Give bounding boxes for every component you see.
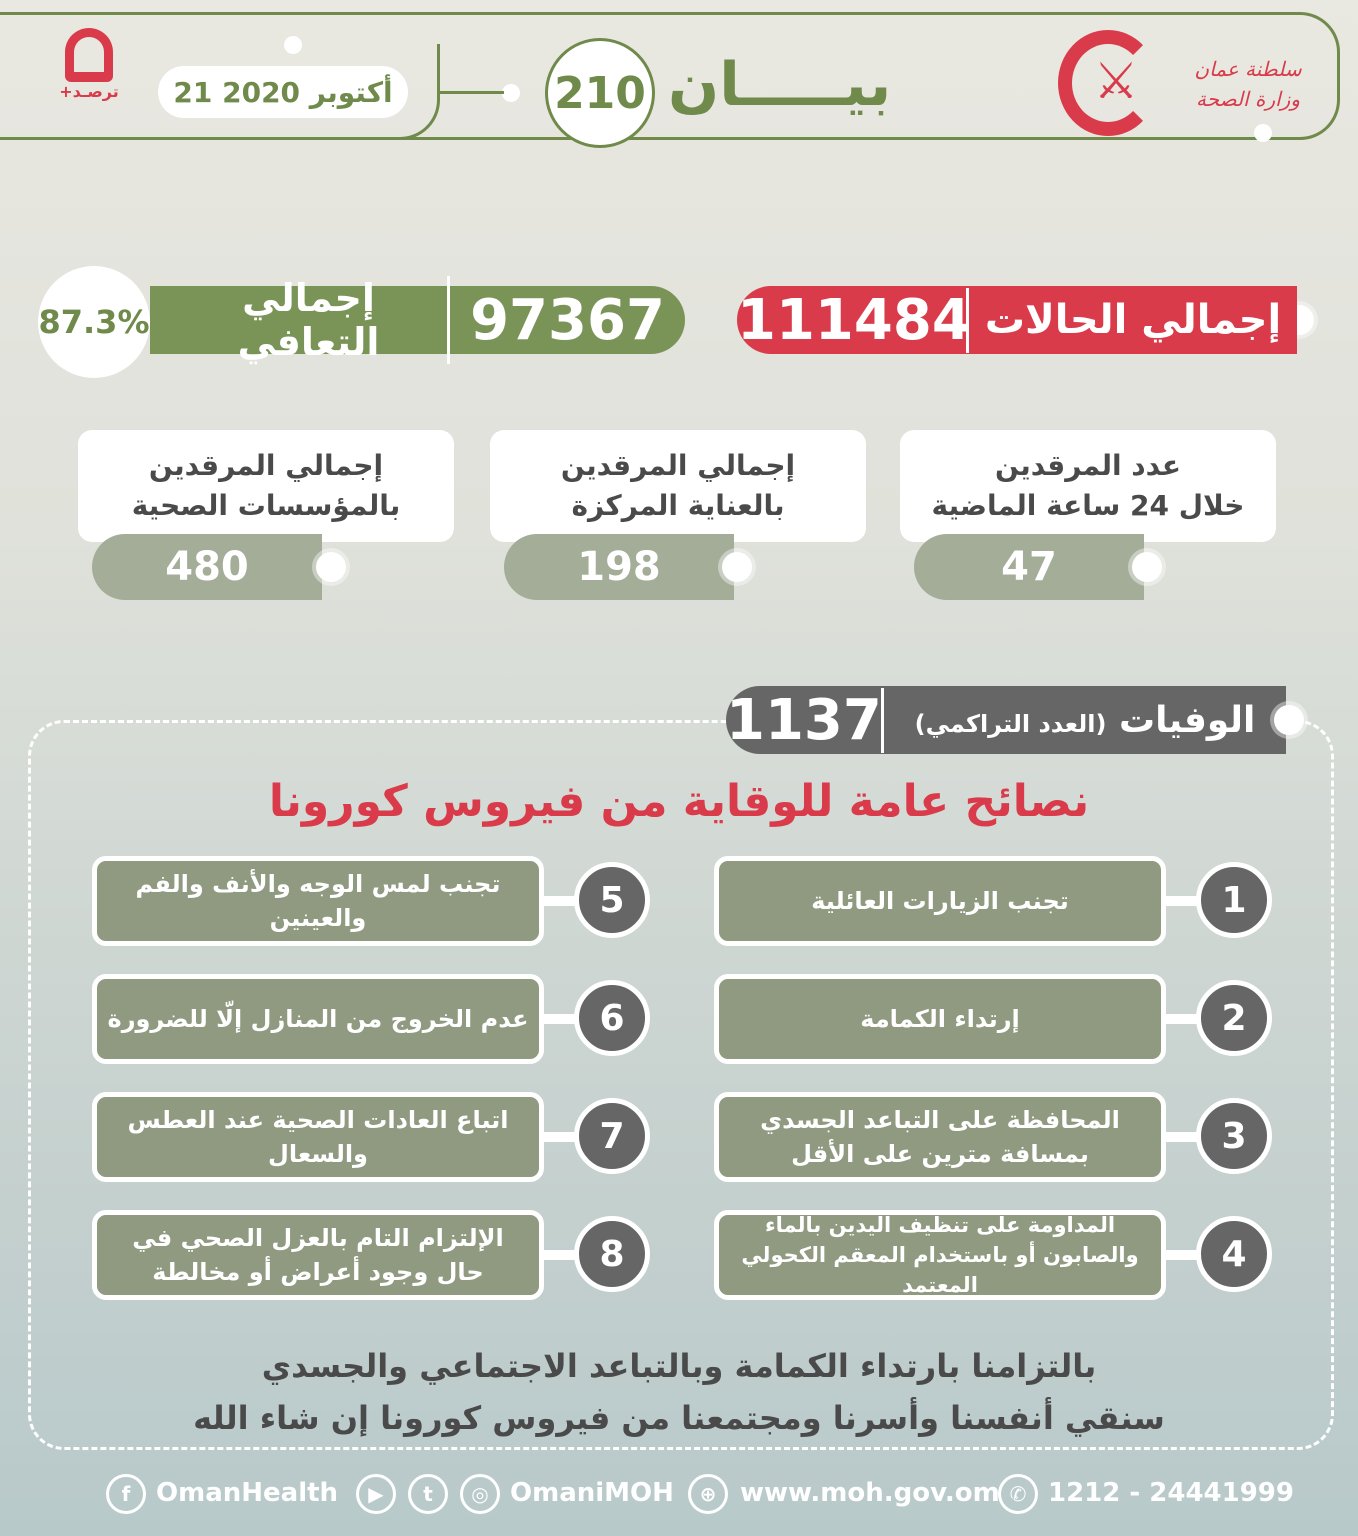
card-line2: بالمؤسسات الصحية — [131, 489, 401, 522]
tip-3: المحافظة على التباعد الجسدي بمسافة مترين على الأقل — [714, 1092, 1166, 1182]
tip-number: 3 — [1196, 1098, 1272, 1174]
card-line1: إجمالي المرقدين — [560, 449, 796, 482]
statement-title: بيـــــان — [668, 50, 892, 120]
card-line2: خلال 24 ساعة الماضية — [931, 489, 1245, 522]
total-recovered-label: إجمالي التعافي — [150, 276, 450, 364]
card-line1: عدد المرقدين — [995, 449, 1181, 482]
total-cases-bar — [737, 286, 1297, 354]
tip-number: 8 — [574, 1216, 650, 1292]
tip-4: المداومة على تنظيف اليدين بالماء والصابون أو باستخدام المعقم الكحولي المعتمد — [714, 1210, 1166, 1300]
total-cases-label: إجمالي الحالات — [984, 297, 1282, 343]
hospital-value-total: 480 — [92, 534, 322, 600]
total-recovered-bar — [150, 276, 685, 364]
card-line2: بالعناية المركزة — [571, 489, 785, 522]
deaths-label-group — [884, 700, 1286, 741]
ministry-line1: سلطنة عمان — [1194, 57, 1302, 81]
tip-1: تجنب الزيارات العائلية — [714, 856, 1166, 946]
facebook-icon[interactable]: f — [106, 1474, 146, 1514]
website-link[interactable]: www.moh.gov.om — [740, 1478, 1000, 1508]
decor-dot — [284, 36, 302, 54]
recovery-percent: 87.3% — [38, 266, 150, 378]
tip-number: 1 — [1196, 862, 1272, 938]
instagram-icon[interactable]: ◎ — [460, 1474, 500, 1514]
connector-line — [440, 91, 504, 94]
tips-title: نصائح عامة للوقاية من فيروس كورونا — [268, 776, 1090, 827]
youtube-icon[interactable]: ▶ — [356, 1474, 396, 1514]
tip-number: 5 — [574, 862, 650, 938]
ministry-line2: وزارة الصحة — [1196, 87, 1300, 111]
closing-line2: سنقي أنفسنا وأسرنا ومجتمعنا من فيروس كورونا إن شاء الله — [193, 1399, 1165, 1437]
bullet-icon — [1132, 552, 1162, 582]
social-handle[interactable]: OmaniMOH — [510, 1478, 674, 1508]
deaths-label: الوفيات — [1118, 699, 1256, 741]
tip-8: الإلتزام التام بالعزل الصحي في حال وجود أعراض أو مخالطة — [92, 1210, 544, 1300]
hospital-value-icu: 198 — [504, 534, 734, 600]
bullet-icon — [722, 552, 752, 582]
bullet-icon — [1274, 705, 1304, 735]
statement-number: 210 — [545, 38, 655, 148]
total-cases-value: 111484 — [737, 287, 971, 353]
tip-number: 4 — [1196, 1216, 1272, 1292]
hospital-card-icu — [490, 430, 866, 542]
ministry-logo-text — [1168, 54, 1328, 114]
phone-number[interactable]: 1212 - 24441999 — [1048, 1478, 1294, 1508]
closing-message — [0, 1340, 1358, 1444]
tip-2: إرتداء الكمامة — [714, 974, 1166, 1064]
bullet-icon — [316, 552, 346, 582]
hospital-value-24h: 47 — [914, 534, 1144, 600]
tip-5: تجنب لمس الوجه والأنف والفم والعينين — [92, 856, 544, 946]
tip-number: 7 — [574, 1098, 650, 1174]
phone-icon[interactable]: ✆ — [998, 1474, 1038, 1514]
globe-icon[interactable]: ⊕ — [688, 1474, 728, 1514]
khanjar-emblem-icon: ⚔ — [1093, 52, 1139, 110]
decor-dot — [502, 84, 520, 102]
tip-number: 6 — [574, 980, 650, 1056]
card-line1: إجمالي المرقدين — [148, 449, 384, 482]
tip-7: اتباع العادات الصحية عند العطس والسعال — [92, 1092, 544, 1182]
total-recovered-value: 97367 — [470, 287, 665, 353]
facebook-handle[interactable]: OmanHealth — [156, 1478, 339, 1508]
hospital-card-total — [78, 430, 454, 542]
tarassud-label: ترصـد+ — [59, 82, 119, 101]
tarassud-logo — [52, 22, 126, 114]
deaths-bar — [726, 686, 1286, 754]
closing-line1: بالتزامنا بارتداء الكمامة وبالتباعد الاجتماعي والجسدي — [261, 1347, 1097, 1385]
twitter-icon[interactable]: t — [408, 1474, 448, 1514]
hospital-card-24h — [900, 430, 1276, 542]
tip-6: عدم الخروج من المنازل إلّا للضرورة — [92, 974, 544, 1064]
deaths-sublabel: (العدد التراكمي) — [914, 709, 1107, 738]
deaths-value: 1137 — [726, 688, 884, 753]
tip-number: 2 — [1196, 980, 1272, 1056]
bell-icon — [65, 28, 113, 82]
date-badge: 21 أكتوبر 2020 — [158, 66, 408, 118]
decor-dot — [1254, 124, 1272, 142]
